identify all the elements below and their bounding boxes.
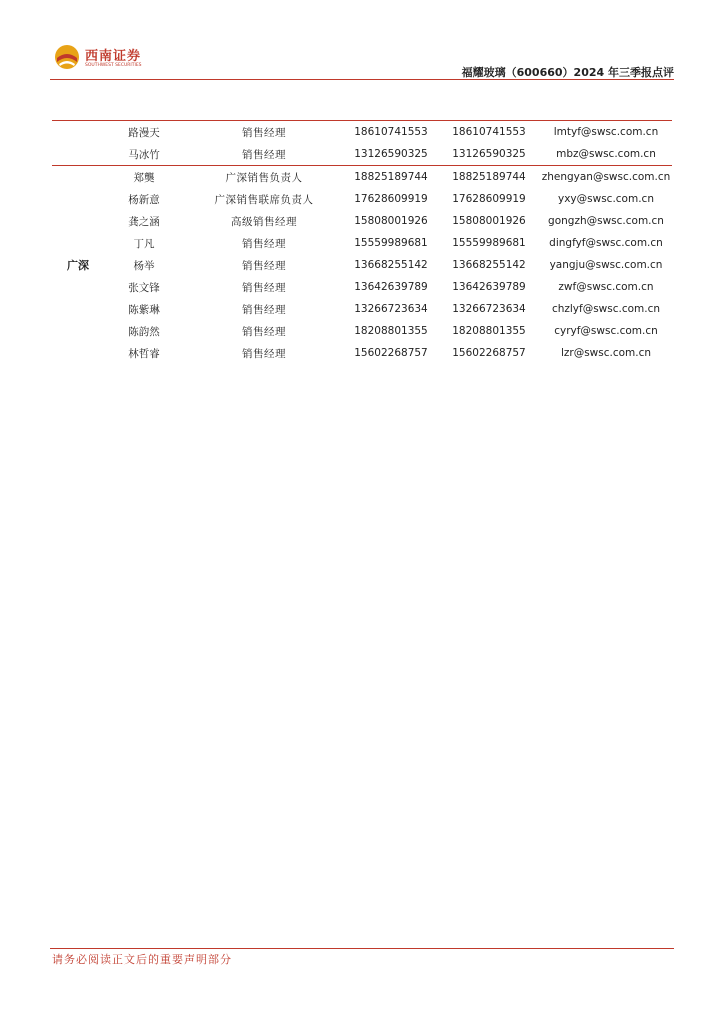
contact-phone: 13668255142 [354, 259, 428, 271]
table-row [104, 121, 672, 143]
contact-mobile: 17628609919 [452, 193, 526, 205]
logo-text-en: SOUTHWEST SECURITIES [85, 63, 142, 68]
contact-name: 杨新意 [128, 193, 160, 206]
header-divider [50, 79, 674, 80]
table-row [104, 143, 672, 165]
contact-email: yxy@swsc.com.cn [558, 193, 654, 205]
contact-phone: 15602268757 [354, 347, 428, 359]
footer-notice: 请务必阅读正文后的重要声明部分 [52, 953, 232, 966]
contact-phone: 15559989681 [354, 237, 428, 249]
table-row [104, 232, 672, 254]
contact-title: 销售经理 [242, 325, 286, 338]
contact-title: 广深销售负责人 [225, 171, 303, 184]
table-row [104, 210, 672, 232]
contact-phone: 13642639789 [354, 281, 428, 293]
contact-mobile: 15602268757 [452, 347, 526, 359]
table-row [104, 320, 672, 342]
contact-title: 销售经理 [242, 303, 286, 316]
contact-phone: 18208801355 [354, 325, 428, 337]
contact-name: 郑龑 [133, 171, 155, 184]
contact-title: 销售经理 [242, 126, 286, 139]
contact-phone: 18825189744 [354, 171, 428, 183]
footer-divider [50, 948, 674, 949]
contact-mobile: 13126590325 [452, 148, 526, 160]
contact-title: 销售经理 [242, 237, 286, 250]
contact-phone: 17628609919 [354, 193, 428, 205]
table-row [104, 188, 672, 210]
contact-email: cyryf@swsc.com.cn [554, 325, 658, 337]
contact-name: 丁凡 [133, 237, 155, 250]
contact-email: lzr@swsc.com.cn [560, 347, 652, 359]
contact-name: 陈紫琳 [128, 303, 160, 316]
contact-name: 马冰竹 [128, 148, 160, 161]
region-group [52, 121, 672, 165]
contact-name: 林哲睿 [128, 347, 160, 360]
contact-mobile: 15808001926 [452, 215, 526, 227]
contact-name: 龚之涵 [128, 215, 160, 228]
contact-mobile: 13266723634 [452, 303, 526, 315]
contact-title: 销售经理 [242, 259, 286, 272]
contact-name: 杨举 [133, 259, 155, 272]
page-header [0, 0, 724, 82]
table-row [104, 276, 672, 298]
contact-name: 张文锋 [128, 281, 160, 294]
region-label [52, 121, 104, 165]
contact-phone: 15808001926 [354, 215, 428, 227]
contact-email: chzlyf@swsc.com.cn [551, 303, 661, 315]
contact-mobile: 18825189744 [452, 171, 526, 183]
contact-mobile: 13668255142 [452, 259, 526, 271]
contact-mobile: 13642639789 [452, 281, 526, 293]
contact-phone: 18610741553 [354, 126, 428, 138]
contact-name: 陈韵然 [128, 325, 160, 338]
contact-title: 销售经理 [242, 281, 286, 294]
contact-mobile: 18610741553 [452, 126, 526, 138]
company-logo [54, 44, 174, 74]
contact-phone: 13266723634 [354, 303, 428, 315]
contact-title: 广深销售联席负责人 [214, 193, 314, 206]
table-row [104, 254, 672, 276]
table-row [104, 298, 672, 320]
table-row [104, 166, 672, 188]
contact-name: 路漫天 [128, 126, 160, 139]
contact-email: zwf@swsc.com.cn [558, 281, 654, 293]
contact-phone: 13126590325 [354, 148, 428, 160]
contact-title: 销售经理 [242, 148, 286, 161]
sales-contact-table [52, 120, 672, 364]
contact-mobile: 18208801355 [452, 325, 526, 337]
region-group [52, 165, 672, 364]
contact-email: lmtyf@swsc.com.cn [553, 126, 659, 138]
contact-email: yangju@swsc.com.cn [549, 259, 663, 271]
contact-email: mbz@swsc.com.cn [556, 148, 656, 160]
logo-text-cn: 西南证券 [85, 49, 142, 64]
region-label: 广深 [67, 259, 89, 272]
contact-email: gongzh@swsc.com.cn [548, 215, 664, 227]
logo-sun-icon [54, 44, 80, 70]
contact-title: 销售经理 [242, 347, 286, 360]
report-title: 福耀玻璃（600660）2024 年三季报点评 [461, 66, 674, 79]
table-row [104, 342, 672, 364]
contact-mobile: 15559989681 [452, 237, 526, 249]
contact-title: 高级销售经理 [231, 215, 297, 228]
contact-email: dingfyf@swsc.com.cn [549, 237, 663, 249]
contact-email: zhengyan@swsc.com.cn [541, 171, 671, 183]
